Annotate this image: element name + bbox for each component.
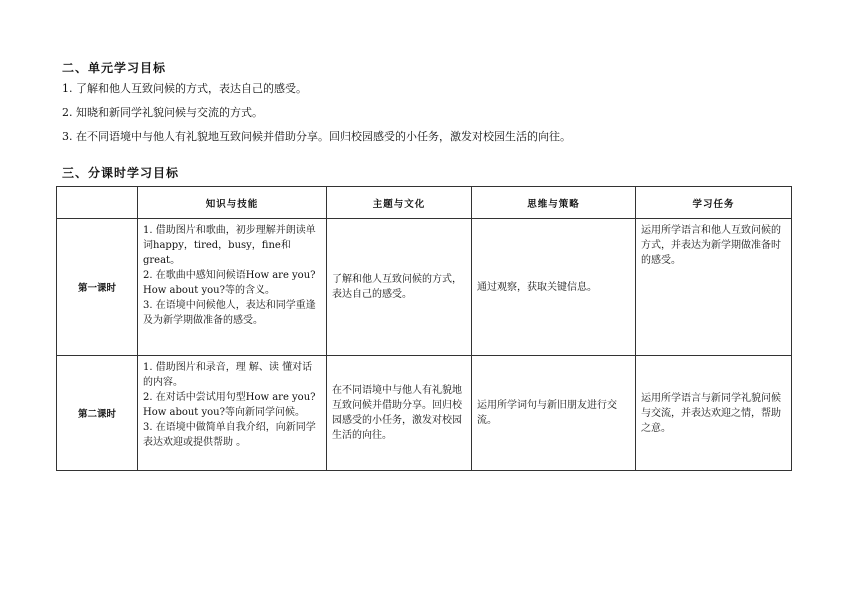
table-header-task: 学习任务 (636, 187, 792, 219)
table-header-theme: 主题与文化 (327, 187, 472, 219)
table-header-knowledge: 知识与技能 (138, 187, 327, 219)
knowledge-item: 1. 借助图片和录音，理 解、读 懂对话的内容。 (143, 362, 313, 388)
lesson-goals-heading: 三、分课时学习目标 (62, 166, 180, 180)
knowledge-item: 3. 在语境中问候他人，表达和同学重逢及为新学期做准备的感受。 (143, 300, 316, 326)
unit-goal-item-3: 3. 在不同语境中与他人有礼貌地互致问候并借助分享。回归校园感受的小任务，激发对校园生活的向往。 (62, 130, 571, 143)
theme-cell-lesson-1: 了解和他人互致问候的方式，表达自己的感受。 (327, 219, 472, 356)
thinking-cell-lesson-1: 通过观察，获取关键信息。 (472, 219, 636, 356)
unit-goals-heading: 二、单元学习目标 (62, 61, 167, 75)
knowledge-item: 1. 借助图片和歌曲，初步理解并朗读单词happy，tired，busy，fine和great。 (143, 225, 316, 266)
row-label-lesson-1: 第一课时 (57, 219, 138, 356)
theme-cell-lesson-2: 在不同语境中与他人有礼貌地互致问候并借助分享。回归校园感受的小任务，激发对校园生活的向往。 (327, 356, 472, 471)
knowledge-item: 2. 在对话中尝试用句型How are you?How about you?等向新同学问候。 (143, 392, 316, 418)
unit-goal-item-2: 2. 知晓和新同学礼貌问候与交流的方式。 (62, 106, 263, 119)
knowledge-item: 2. 在歌曲中感知问候语How are you?How about you?等的含义。 (143, 270, 316, 296)
lesson-goals-table (56, 186, 792, 471)
unit-goal-item-1: 1. 了解和他人互致问候的方式，表达自己的感受。 (62, 82, 307, 95)
knowledge-cell-lesson-1 (138, 219, 327, 356)
row-label-lesson-2: 第二课时 (57, 356, 138, 471)
table-header-thinking: 思维与策略 (472, 187, 636, 219)
thinking-cell-lesson-2: 运用所学词句与新旧朋友进行交流。 (472, 356, 636, 471)
table-row (57, 356, 792, 471)
table-header-corner (57, 187, 138, 219)
table-header-row (57, 187, 792, 219)
table-row (57, 219, 792, 356)
task-cell-lesson-1: 运用所学语言和他人互致问候的方式，并表达为新学期做准备时的感受。 (636, 219, 792, 356)
knowledge-item: 3. 在语境中做简单自我介绍，向新同学表达欢迎或提供帮助 。 (143, 422, 316, 448)
knowledge-cell-lesson-2 (138, 356, 327, 471)
task-cell-lesson-2: 运用所学语言与新同学礼貌问候与交流，并表达欢迎之情，帮助之意。 (636, 356, 792, 471)
